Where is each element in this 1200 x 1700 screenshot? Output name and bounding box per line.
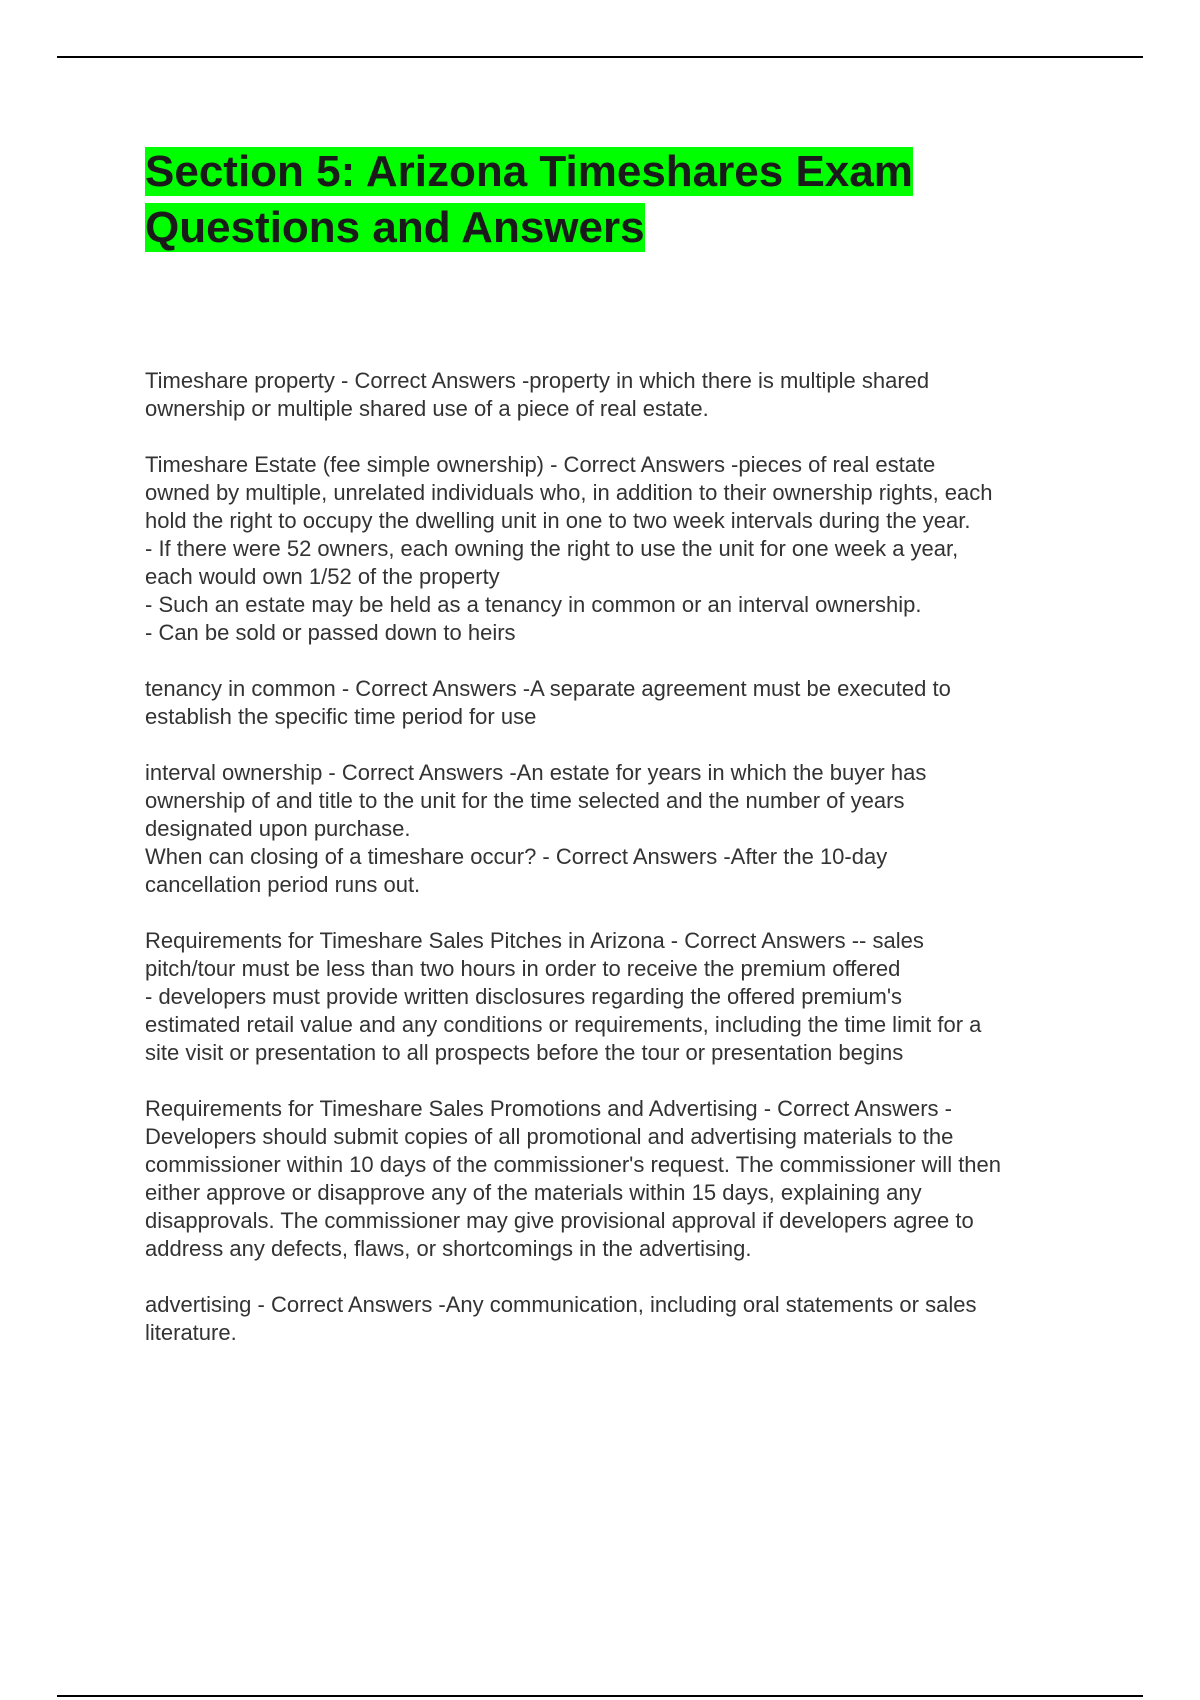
- paragraph-line: Timeshare Estate (fee simple ownership) - Correct Answers -pieces of real estate: [145, 452, 936, 477]
- page-title-line-1: Section 5: Arizona Timeshares Exam: [145, 147, 913, 196]
- paragraph-line: ownership or multiple shared use of a piece of real estate.: [145, 396, 709, 421]
- paragraph-line: Requirements for Timeshare Sales Promotions and Advertising - Correct Answers -: [145, 1096, 952, 1121]
- paragraph-line: designated upon purchase.: [145, 816, 411, 841]
- paragraph-line: - Can be sold or passed down to heirs: [145, 620, 516, 645]
- qa-paragraph: [145, 675, 1105, 731]
- paragraph-line: disapprovals. The commissioner may give provisional approval if developers agree to: [145, 1208, 974, 1233]
- paragraph-line: cancellation period runs out.: [145, 872, 421, 897]
- paragraph-line: - If there were 52 owners, each owning the right to use the unit for one week a year,: [145, 536, 959, 561]
- page-title: [145, 144, 1145, 256]
- qa-paragraph: [145, 367, 1105, 423]
- paragraph-line: ownership of and title to the unit for the time selected and the number of years: [145, 788, 905, 813]
- paragraph-line: interval ownership - Correct Answers -An estate for years in which the buyer has: [145, 760, 927, 785]
- paragraph-line: owned by multiple, unrelated individuals who, in addition to their ownership rights, each: [145, 480, 993, 505]
- bottom-rule: [57, 1695, 1143, 1697]
- paragraph-line: literature.: [145, 1320, 237, 1345]
- qa-paragraph: [145, 1291, 1105, 1347]
- qa-paragraph: [145, 451, 1105, 647]
- document-body: [145, 367, 1105, 1375]
- paragraph-line: pitch/tour must be less than two hours in order to receive the premium offered: [145, 956, 901, 981]
- paragraph-line: Developers should submit copies of all promotional and advertising materials to the: [145, 1124, 954, 1149]
- page-title-line-2: Questions and Answers: [145, 203, 645, 252]
- qa-paragraph: [145, 1095, 1105, 1263]
- paragraph-line: hold the right to occupy the dwelling unit in one to two week intervals during the year.: [145, 508, 971, 533]
- paragraph-line: When can closing of a timeshare occur? - Correct Answers -After the 10-day: [145, 844, 888, 869]
- paragraph-line: - developers must provide written disclosures regarding the offered premium's: [145, 984, 903, 1009]
- qa-paragraph: [145, 927, 1105, 1067]
- paragraph-line: advertising - Correct Answers -Any communication, including oral statements or sales: [145, 1292, 977, 1317]
- paragraph-line: address any defects, flaws, or shortcomings in the advertising.: [145, 1236, 752, 1261]
- paragraph-line: - Such an estate may be held as a tenancy in common or an interval ownership.: [145, 592, 922, 617]
- qa-paragraph: [145, 843, 1105, 899]
- paragraph-line: estimated retail value and any conditions or requirements, including the time limit for a: [145, 1012, 982, 1037]
- paragraph-line: tenancy in common - Correct Answers -A separate agreement must be executed to: [145, 676, 951, 701]
- paragraph-line: Requirements for Timeshare Sales Pitches in Arizona - Correct Answers -- sales: [145, 928, 924, 953]
- paragraph-line: each would own 1/52 of the property: [145, 564, 500, 589]
- paragraph-line: either approve or disapprove any of the materials within 15 days, explaining any: [145, 1180, 922, 1205]
- paragraph-line: Timeshare property - Correct Answers -property in which there is multiple shared: [145, 368, 930, 393]
- paragraph-line: establish the specific time period for use: [145, 704, 537, 729]
- qa-paragraph: [145, 759, 1105, 843]
- paragraph-line: site visit or presentation to all prospects before the tour or presentation begins: [145, 1040, 904, 1065]
- top-rule: [57, 56, 1143, 58]
- paragraph-line: commissioner within 10 days of the commissioner's request. The commissioner will then: [145, 1152, 1002, 1177]
